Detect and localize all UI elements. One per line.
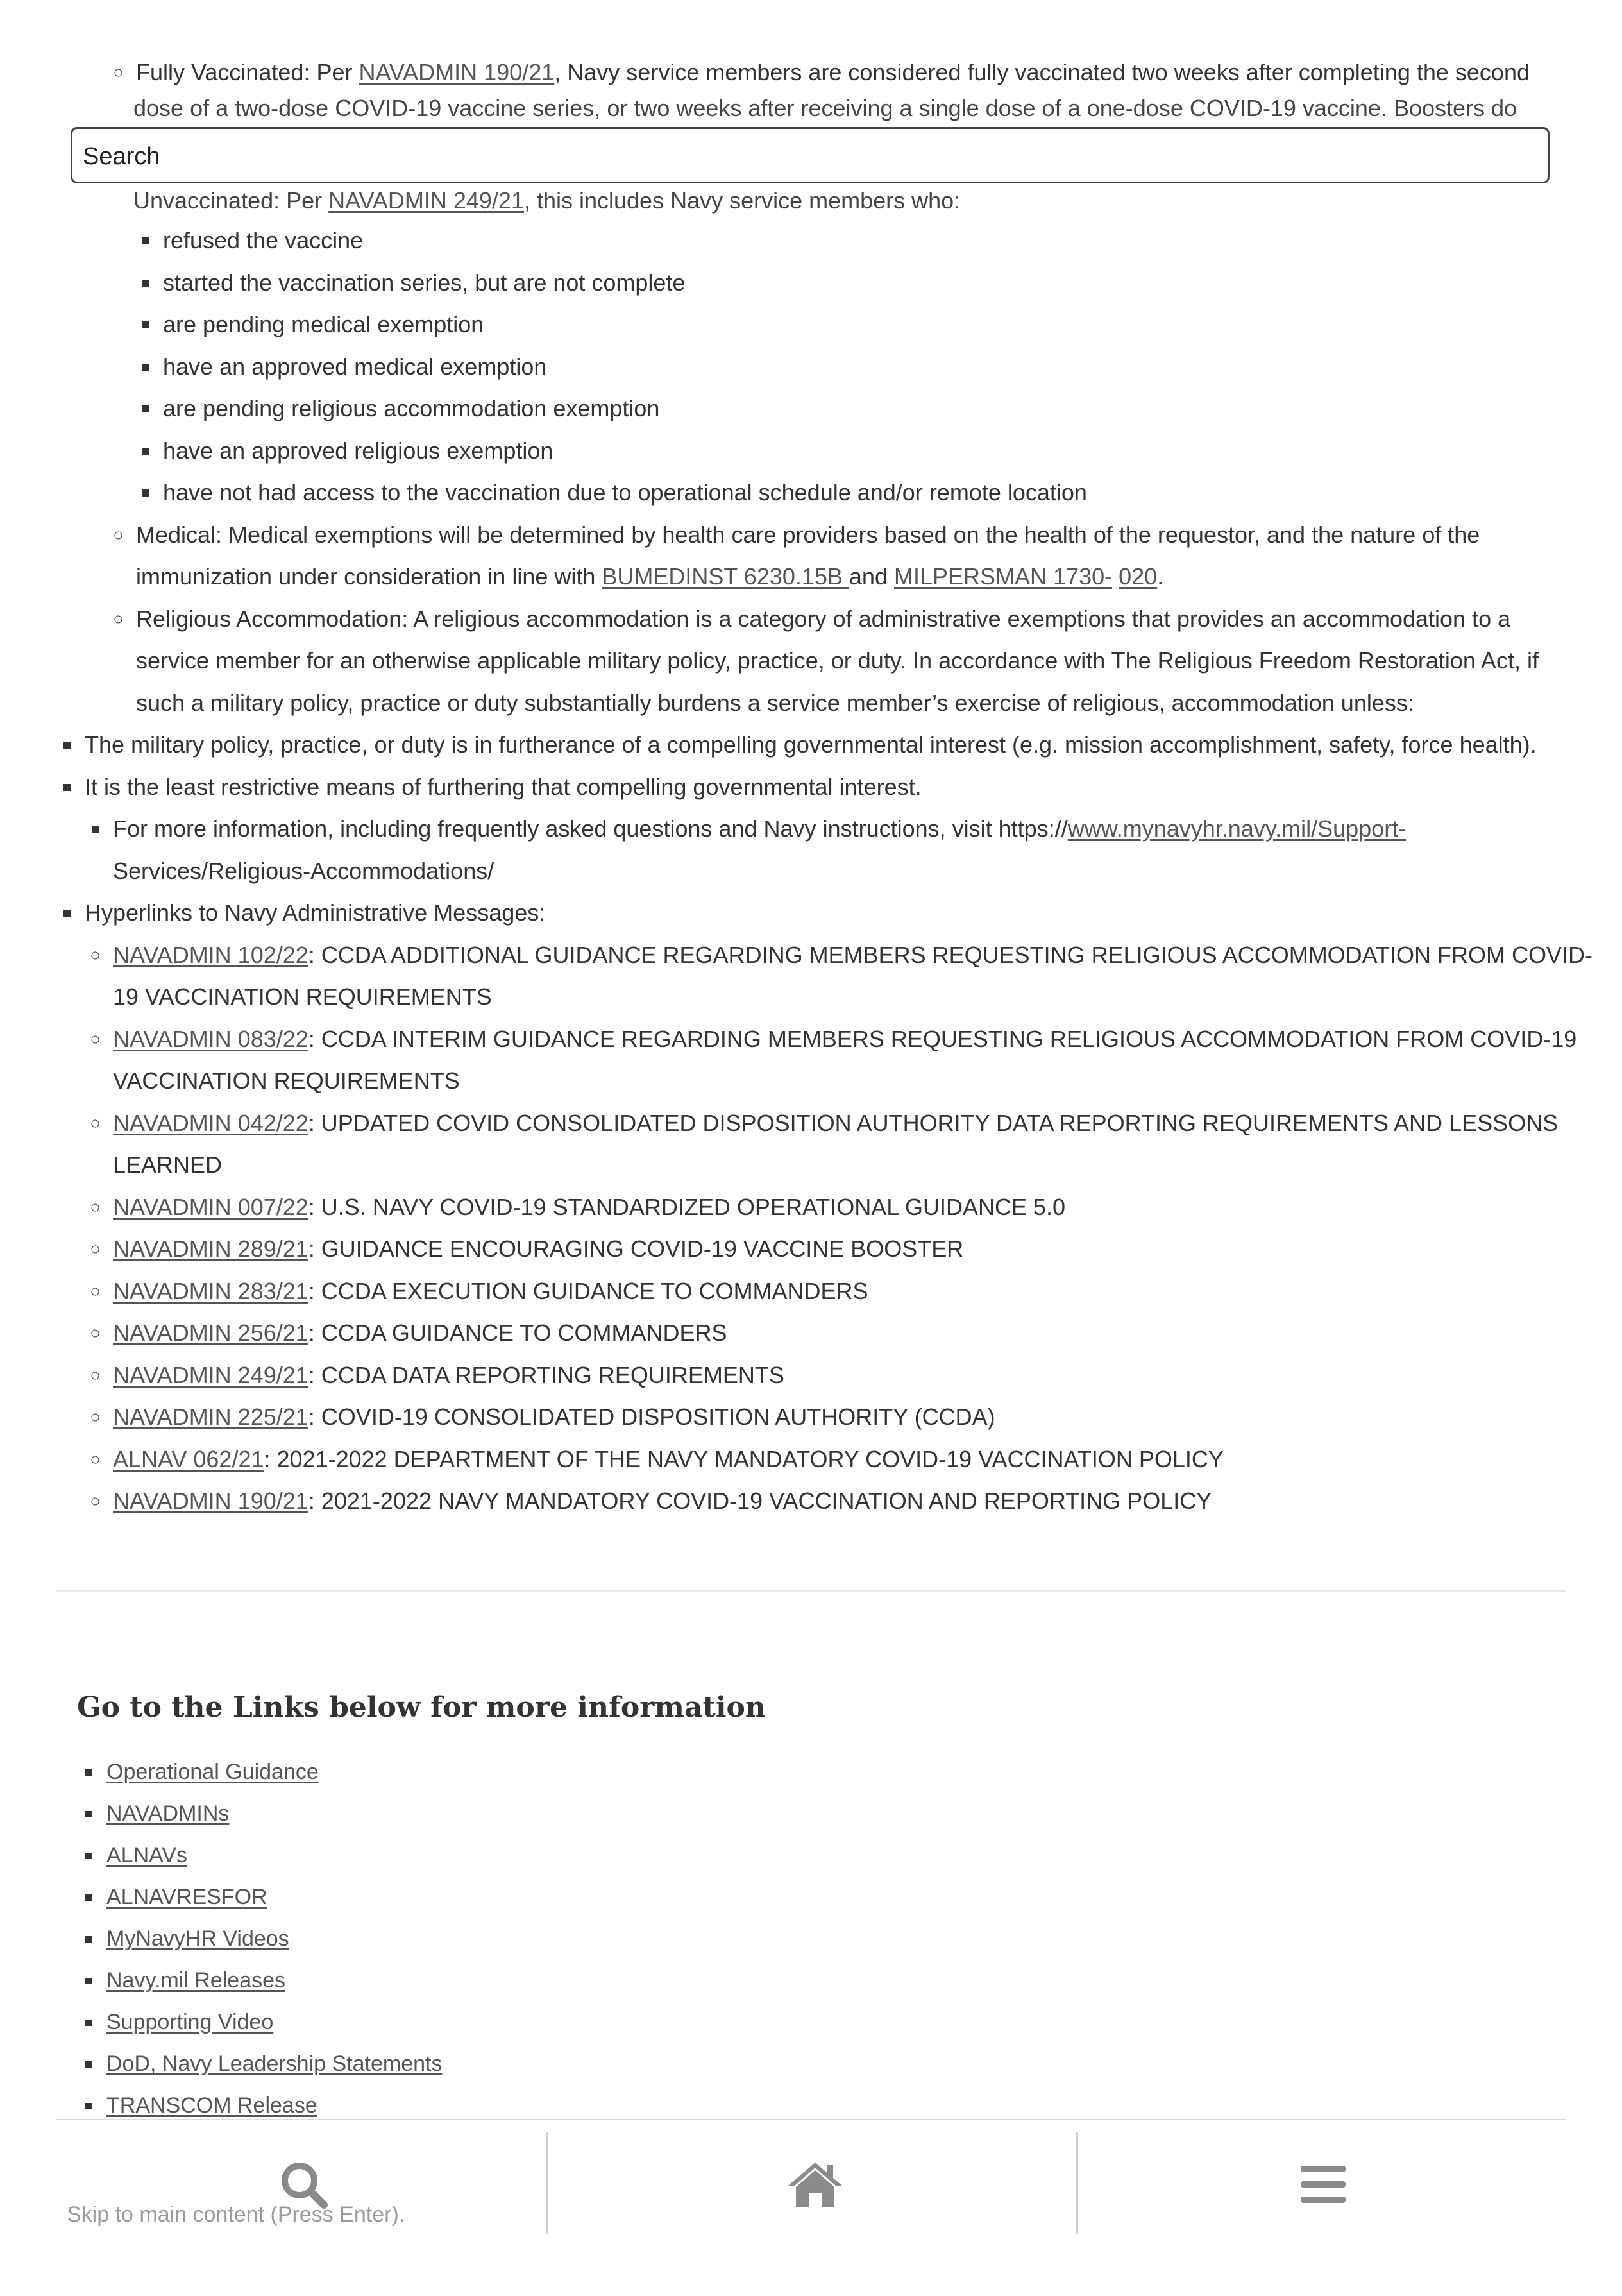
skip-to-content-link[interactable]: Skip to main content (Press Enter). <box>67 2202 405 2227</box>
list-item: ▪ have an approved religious exemption <box>160 430 1578 472</box>
message-link[interactable]: NAVADMIN 289/21 <box>113 1236 308 1262</box>
list-item <box>103 1960 442 2002</box>
mynavyhr-link[interactable]: www.mynavyhr.navy.mil/Support- <box>1067 815 1407 842</box>
list-item: ▪ It is the least restrictive means of furthering that compelling governmental interest. ▪ For more information, including frequently asked questions and Navy instructions, visit https://www.mynavyhr.navy.mil/Support- Services/Religious-Accommodations/ <box>82 766 1578 892</box>
section-divider <box>56 1590 1566 1592</box>
list-item: ▪ have not had access to the vaccination due to operational schedule and/or remote location <box>160 472 1578 514</box>
list-item: ▪ The military policy, practice, or duty is in furtherance of a compelling governmental interest (e.g. mission accomplishment, safety, force health). <box>82 724 1578 766</box>
mynavyhr-videos-link[interactable]: MyNavyHR Videos <box>106 1926 289 1951</box>
list-item: ▪ have an approved medical exemption <box>160 346 1578 388</box>
clipped-text-line: dose of a two-dose COVID-19 vaccine series, or two weeks after receiving a single dose of a one-dose COVID-19 vaccine. Boosters do <box>133 95 1517 121</box>
message-link[interactable]: NAVADMIN 042/22 <box>113 1109 308 1136</box>
list-item <box>103 1876 442 1918</box>
message-item: ◦ NAVADMIN 289/21: GUIDANCE ENCOURAGING COVID-19 VACCINE BOOSTER <box>110 1228 1605 1270</box>
message-item: ◦ NAVADMIN 102/22: CCDA ADDITIONAL GUIDANCE REGARDING MEMBERS REQUESTING RELIGIOUS ACCOMMODATION FROM COVID-19 VACCINATION REQUIREMENTS <box>110 934 1605 1018</box>
list-item <box>103 1751 442 1793</box>
menu-icon <box>1299 2164 1347 2204</box>
list-item <box>103 1835 442 1876</box>
milpersman-020-link[interactable]: 020 <box>1119 563 1158 590</box>
unless-conditions-list <box>0 724 1592 1522</box>
home-icon <box>786 2160 845 2209</box>
list-item <box>103 1918 442 1960</box>
alnavresfor-link[interactable]: ALNAVRESFOR <box>106 1885 267 1909</box>
nav-separator <box>1076 2132 1078 2234</box>
search-bar <box>71 127 1550 183</box>
message-item: ◦ ALNAV 062/21: 2021-2022 DEPARTMENT OF THE NAVY MANDATORY COVID-19 VACCINATION POLICY <box>110 1438 1605 1481</box>
list-item <box>103 2043 442 2085</box>
milpersman-link[interactable]: MILPERSMAN 1730- <box>893 563 1113 590</box>
message-item: ◦ NAVADMIN 256/21: CCDA GUIDANCE TO COMMANDERS <box>110 1312 1605 1354</box>
list-item <box>103 2002 442 2043</box>
religious-accommodation-item: ◦ Religious Accommodation: A religious accommodation is a category of administrative exemptions that provides an accommodation to a service member for an otherwise applicable military policy, practice, or duty. In accordance with The Religious Freedom Restoration Act, if such a military policy, practice or duty substantially burdens a service member’s exercise of religious, accommodation unless: <box>133 598 1544 724</box>
more-info-links-list <box>103 1751 442 2127</box>
navadmin-190-21-link[interactable]: NAVADMIN 190/21 <box>359 59 555 85</box>
message-link[interactable]: NAVADMIN 083/22 <box>113 1025 308 1052</box>
message-item: ◦ NAVADMIN 225/21: COVID-19 CONSOLIDATED DISPOSITION AUTHORITY (CCDA) <box>110 1396 1605 1438</box>
home-nav-button[interactable] <box>550 2133 1080 2236</box>
message-link[interactable]: NAVADMIN 256/21 <box>113 1320 308 1346</box>
message-link[interactable]: NAVADMIN 283/21 <box>113 1277 308 1304</box>
list-item: ▪ started the vaccination series, but are not complete <box>160 262 1578 304</box>
list-item: ▪ are pending medical exemption <box>160 303 1578 346</box>
medical-exemption-item: ◦ Medical: Medical exemptions will be determined by health care providers based on the health of the requestor, and the nature of the immunization under consideration in line with BUMEDINST 6230.15B and MILPERSMAN 1730- 020. <box>133 514 1544 598</box>
message-item: ◦ NAVADMIN 190/21: 2021-2022 NAVY MANDATORY COVID-19 VACCINATION AND REPORTING POLICY <box>110 1480 1605 1522</box>
alnavs-link[interactable]: ALNAVs <box>106 1843 187 1867</box>
navadmin-messages-list <box>85 934 1605 1522</box>
message-link[interactable]: NAVADMIN 102/22 <box>113 941 308 968</box>
message-item: ◦ NAVADMIN 283/21: CCDA EXECUTION GUIDANCE TO COMMANDERS <box>110 1270 1605 1313</box>
message-link[interactable]: NAVADMIN 249/21 <box>113 1361 308 1388</box>
more-info-item: ▪ For more information, including frequently asked questions and Navy instructions, visit https://www.mynavyhr.navy.mil/Support- Services/Religious-Accommodations/ <box>110 808 1521 892</box>
operational-guidance-link[interactable]: Operational Guidance <box>106 1760 319 1784</box>
message-link[interactable]: NAVADMIN 007/22 <box>113 1193 308 1220</box>
unvaccinated-item: Unvaccinated: Per NAVADMIN 249/21, this includes Navy service members who: <box>133 187 961 214</box>
nav-separator <box>546 2132 548 2234</box>
unvaccinated-criteria-list <box>0 219 1578 514</box>
bottom-nav <box>56 2119 1566 2296</box>
fully-vaccinated-item: ◦ Fully Vaccinated: Per NAVADMIN 190/21, Navy service members are considered fully vaccinated two weeks after completing the second <box>133 51 1565 94</box>
list-item: ▪ are pending religious accommodation exemption <box>160 387 1578 430</box>
transcom-release-link[interactable]: TRANSCOM Release <box>106 2093 317 2118</box>
message-link[interactable]: NAVADMIN 190/21 <box>113 1488 308 1514</box>
supporting-video-link[interactable]: Supporting Video <box>106 2010 274 2034</box>
search-input[interactable] <box>81 137 1533 176</box>
message-item: ◦ NAVADMIN 007/22: U.S. NAVY COVID-19 STANDARDIZED OPERATIONAL GUIDANCE 5.0 <box>110 1186 1605 1229</box>
links-section-heading: Go to the Links below for more information <box>77 1691 766 1724</box>
message-item: ◦ NAVADMIN 083/22: CCDA INTERIM GUIDANCE REGARDING MEMBERS REQUESTING RELIGIOUS ACCOMMODATION FROM COVID-19 VACCINATION REQUIREMENTS <box>110 1018 1605 1102</box>
navadmins-link[interactable]: NAVADMINs <box>106 1801 230 1826</box>
message-link[interactable]: ALNAV 062/21 <box>113 1445 264 1472</box>
dod-navy-leadership-link[interactable]: DoD, Navy Leadership Statements <box>106 2052 443 2076</box>
list-item <box>103 1793 442 1835</box>
navadmin-249-21-link[interactable]: NAVADMIN 249/21 <box>328 187 524 214</box>
menu-nav-button[interactable] <box>1080 2133 1566 2236</box>
message-link[interactable]: NAVADMIN 225/21 <box>113 1404 308 1430</box>
list-item: ▪ refused the vaccine <box>160 219 1578 262</box>
article-body <box>0 219 1592 1522</box>
hyperlinks-heading-item: ▪ Hyperlinks to Navy Administrative Messages: ◦ NAVADMIN 102/22: CCDA ADDITIONAL GUIDANCE REGARDING MEMBERS REQUESTING RELIGIOUS ACCOMMODATION FROM COVID-19 VACCINATION REQUIREMENTS ◦ NAVADMIN 083/22: CCDA INTERIM GUIDANCE REGARDING MEMBERS REQUESTING RELIGIOUS ACCOMMODATION FROM COVID-19 VACCINATION REQUIREMENTS ◦ NAVADMIN 042/22: UPDATED COVID CONSOLIDATED DISPOSITION AUTHORITY DATA REPORTING REQUIREMENTS AND LESSONS LEARNED ◦ NAVADMIN 007/22: U.S. NAVY COVID-19 STANDARDIZED OPERATIONAL GUIDANCE 5.0 ◦ NAVADMIN 289/21: GUIDANCE ENCOURAGING COVID-19 VACCINE BOOSTER ◦ NAVADMIN 283/21: CCDA EXECUTION GUIDANCE TO COMMANDERS ◦ NAVADMIN 256/21: CCDA GUIDANCE TO COMMANDERS ◦ NAVADMIN 249/21: CCDA DATA REPORTING REQUIREMENTS ◦ NAVADMIN 225/21: COVID-19 CONSOLIDATED DISPOSITION AUTHORITY (CCDA) ◦ ALNAV 062/21: 2021-2022 DEPARTMENT OF THE NAVY MANDATORY COVID-19 VACCINATION POLICY ◦ NAVADMIN 190/21: 2021-2022 NAVY MANDATORY COVID-19 VACCINATION AND REPORTING POLICY <box>82 892 1578 1522</box>
message-item: ◦ NAVADMIN 249/21: CCDA DATA REPORTING REQUIREMENTS <box>110 1354 1605 1397</box>
bumedinst-link[interactable]: BUMEDINST 6230.15B <box>602 563 849 590</box>
exemption-types-list <box>0 514 1544 724</box>
navy-mil-releases-link[interactable]: Navy.mil Releases <box>106 1968 286 1993</box>
message-item: ◦ NAVADMIN 042/22: UPDATED COVID CONSOLIDATED DISPOSITION AUTHORITY DATA REPORTING REQUIREMENTS AND LESSONS LEARNED <box>110 1102 1605 1186</box>
